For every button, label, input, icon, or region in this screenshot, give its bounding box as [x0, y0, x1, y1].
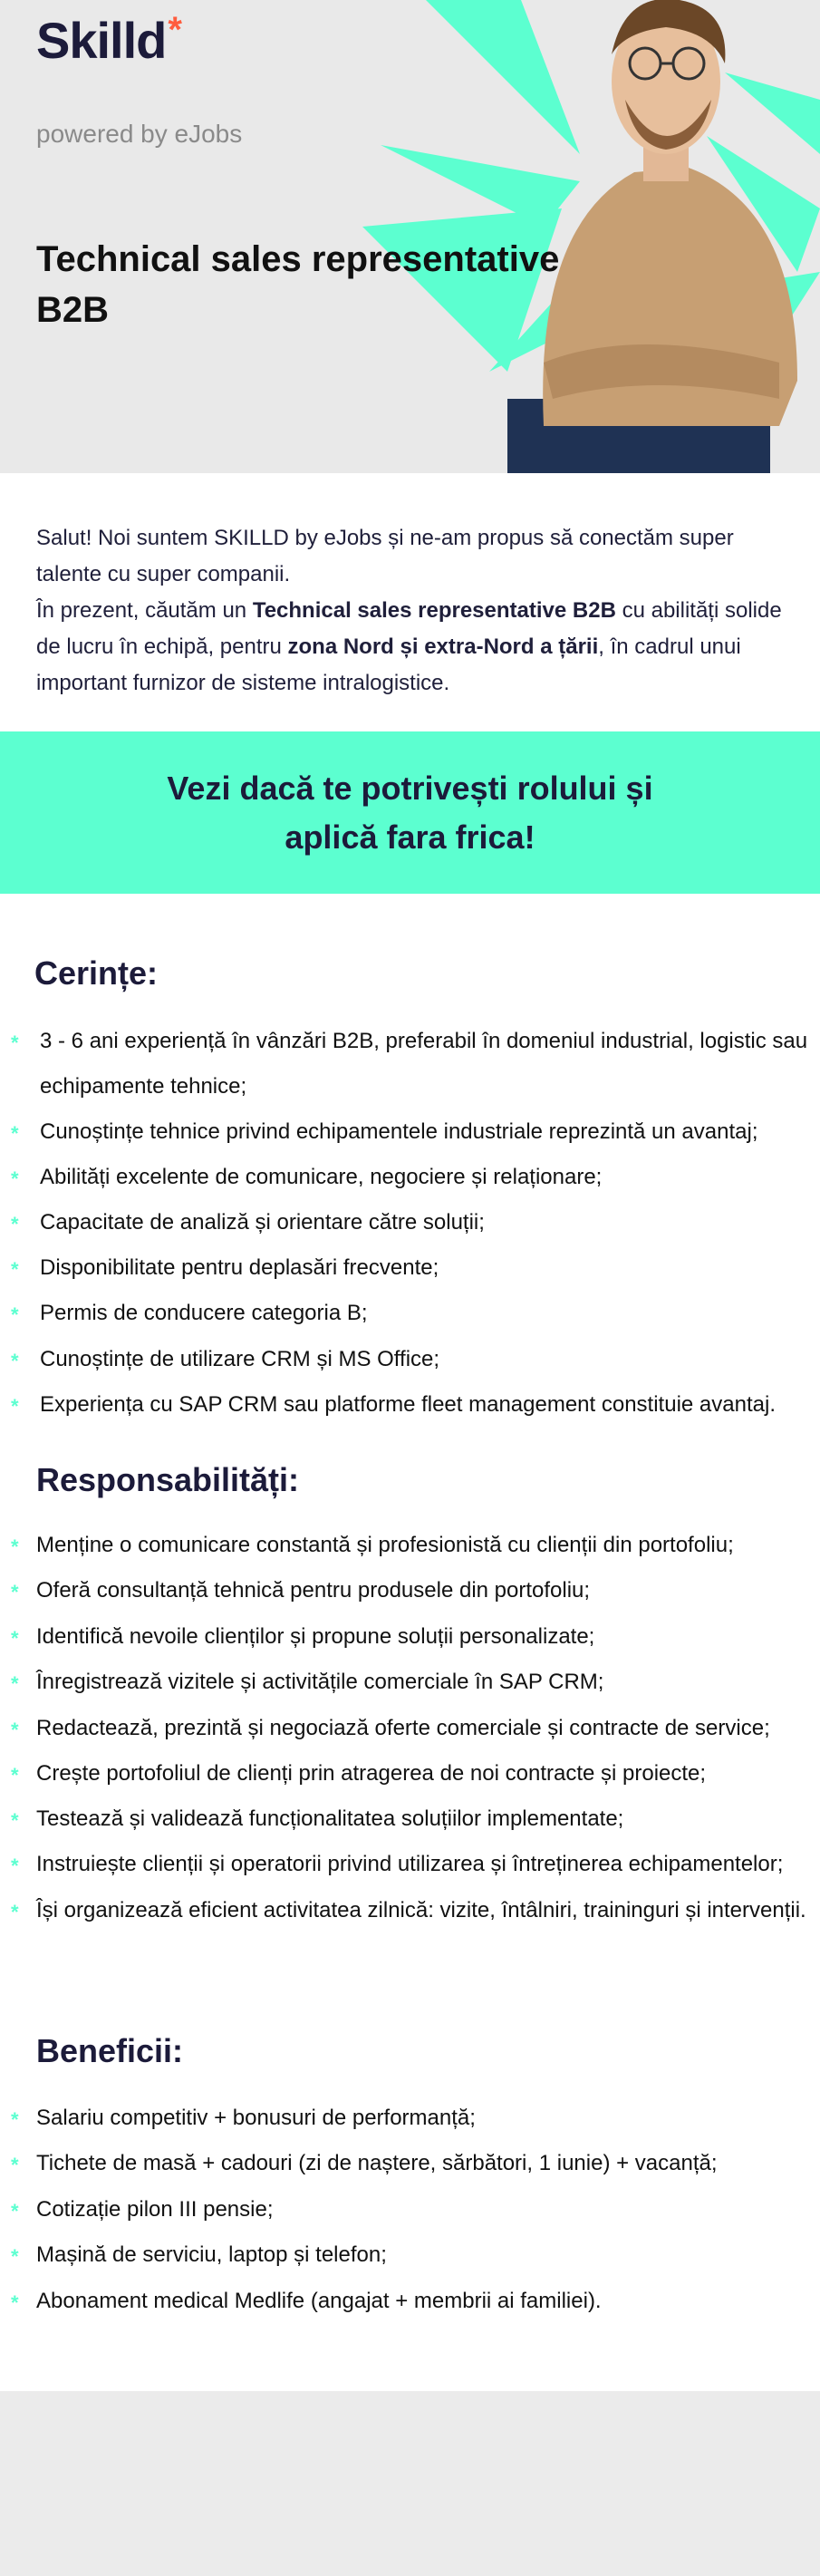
- cta-banner[interactable]: [0, 731, 820, 894]
- asterisk-icon: *: [11, 1672, 19, 1695]
- intro-paragraph-1: Salut! Noi suntem SKILLD by eJobs și ne-am propus să conectăm super talente cu super companii.: [36, 526, 734, 586]
- benefits-title: Beneficii:: [36, 2032, 184, 2069]
- job-details: Cerințe: * 3 - 6 ani experiență în vânzări B2B, preferabil în domeniul industrial, logistic sau echipamente tehnice; * Cunoștințe tehnice privind echipamentele industriale reprezintă un avantaj; * Abilități excelente de comunicare, negociere și relaționare; * Capacitate de analiză și orientare către soluții; * Disponibilitate pentru deplasări frecvente; * Permis de conducere categoria B; * Cunoștințe de utilizare CRM și MS Office; * Experiența cu SAP CRM sau platforme fleet management constituie avantaj. Responsabilități: * Menține o comunicare constantă și profesionistă cu clienții din portofoliu; * Oferă consultanță tehnică pentru produsele din portofoliu; * Identifică nevoile clienților și propune soluții personalizate; * Înregistrează vizitele și activitățile comerciale în SAP CRM; * Redactează, prezintă și negociază oferte comerciale și contracte de service; * Crește portofoliul de clienți prin atragerea de noi contracte și proiecte; * Testează și validează funcționalitatea soluțiilor implementate; * Instruiește clienții și operatorii privind utilizarea și întreținerea echipamentelor; * Își organizează eficient activitatea zilnică: vizite, întâlniri, traininguri și intervenții. Beneficii: * Salariu competitiv + bonusuri de performanță; * Tichete de masă + cadouri (zi de naștere, sărbători, 1 iunie) + vacanță; * Cotizație pilon III pensie; * Mașină de serviciu, laptop și telefon; * Abonament medical Medlife (angajat + membrii ai familiei).: [0, 894, 820, 2391]
- asterisk-icon: *: [11, 1581, 19, 1603]
- asterisk-icon: *: [11, 1213, 19, 1235]
- asterisk-icon: *: [11, 2200, 19, 2223]
- asterisk-icon: *: [11, 1122, 19, 1145]
- requirements-title: Cerințe:: [34, 954, 159, 992]
- hero-banner: [0, 0, 820, 473]
- asterisk-icon: *: [11, 2154, 19, 2176]
- powered-by-text: powered by eJobs: [36, 120, 243, 148]
- asterisk-icon: *: [11, 1809, 19, 1832]
- asterisk-icon: *: [11, 2291, 19, 2314]
- asterisk-icon: *: [11, 1031, 19, 1054]
- job-title: Technical sales representative B2B: [36, 239, 560, 330]
- asterisk-icon: *: [11, 1901, 19, 1923]
- asterisk-icon: *: [11, 1719, 19, 1741]
- asterisk-icon: *: [11, 1627, 19, 1650]
- asterisk-icon: *: [11, 1535, 19, 1558]
- asterisk-icon: *: [11, 1350, 19, 1372]
- asterisk-icon: *: [11, 1167, 19, 1190]
- intro-section: [0, 473, 820, 731]
- asterisk-icon: *: [11, 2245, 19, 2268]
- asterisk-icon: *: [11, 1764, 19, 1787]
- asterisk-icon: *: [11, 1395, 19, 1418]
- asterisk-icon: *: [11, 1855, 19, 1877]
- asterisk-icon: *: [11, 1258, 19, 1281]
- asterisk-icon: *: [11, 2108, 19, 2131]
- asterisk-icon: *: [11, 1303, 19, 1326]
- cta-text[interactable]: Vezi dacă te potrivești rolului și aplică fara frica!: [167, 769, 653, 856]
- skilld-logo: Skilld*: [36, 10, 181, 69]
- responsibilities-title: Responsabilități:: [36, 1461, 300, 1498]
- intro-paragraph-2: În prezent, căutăm un Technical sales representative B2B cu abilități solide de lucru în echipă, pentru zona Nord și extra-Nord a țării, în cadrul unui important furnizor de sisteme intralogistice.: [36, 598, 782, 695]
